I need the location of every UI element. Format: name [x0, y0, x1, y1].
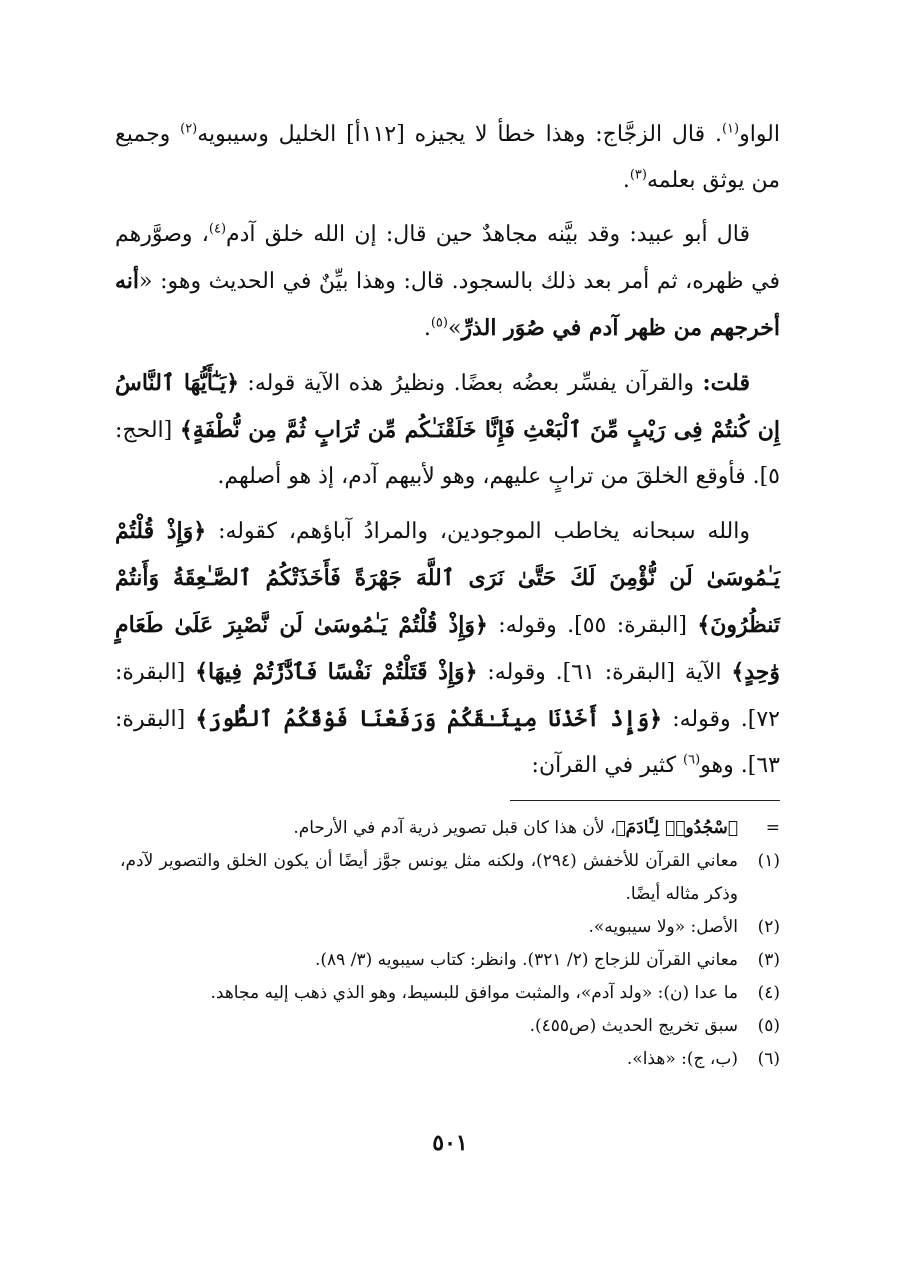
paragraph-4	[115, 508, 780, 789]
text-span: »	[447, 316, 462, 341]
hadith-quote: أنه أخرجهم من ظهر آدم في صُوَر الذرِّ	[115, 268, 780, 341]
footnote-2	[120, 911, 780, 944]
footnote-4	[120, 977, 780, 1010]
footnote-number: (٢)	[757, 917, 780, 937]
footnote-number: (١)	[757, 851, 780, 871]
text-span: وجميع من يوثق بعلمه	[115, 122, 780, 193]
text-span: قال أبو عبيد: وقد بيَّنه مجاهدٌ حين قال: إن الله خلق آدم	[226, 222, 750, 247]
text-span: .	[622, 168, 630, 193]
footnote-ref-1[interactable]: (١)	[721, 121, 740, 137]
text-span: والقرآن يفسِّر بعضُه بعضًا. ونظيرُ هذه الآية قوله:	[239, 371, 703, 396]
text-span: [الحج: ٥]. فأوقع الخلقَ من ترابٍ عليهم، وهو لأبيهم آدم، إذ هو أصلهم.	[115, 418, 780, 489]
quran-verse: ﴿وَإِذْ قُلْتُمْ يَـٰمُوسَىٰ لَن نَّصْبِرَ عَلَىٰ طَعَامٍ وَٰحِدٍ﴾	[115, 612, 781, 685]
footnote-3	[120, 944, 780, 977]
footnote-number: (٥)	[757, 1016, 780, 1036]
footnote-text: الأصل: «ولا سيبويه».	[588, 917, 738, 937]
paragraph-3	[115, 360, 780, 500]
footnote-number: (٤)	[757, 983, 780, 1003]
quran-verse: ﴿وَإِذْ قَتَلْتُمْ نَفْسًا فَٱدَّٰرَٰٔتُمْ فِيهَا﴾	[195, 659, 478, 685]
main-text	[115, 112, 780, 797]
lead-word: قلت:	[702, 370, 750, 396]
text-span: ، لأن هذا كان قبل تصوير ذرية آدم في الأرحام.	[293, 818, 616, 838]
text-span: الآية [البقرة: ٦١]. وقوله:	[477, 660, 732, 685]
paragraph-2	[115, 212, 780, 352]
quran-verse: ٱسْجُدُوا۟ لِـَٔادَمَ﴾	[615, 818, 738, 838]
footnote-text	[120, 812, 738, 845]
footnote-text: سبق تخريج الحديث (ص٤٥٥).	[529, 1016, 738, 1036]
quran-verse: ﴿يَـٰٓأَيُّهَا ٱلنَّاسُ إِن كُنتُمْ فِى رَيْبٍ مِّنَ ٱلْبَعْثِ فَإِنَّا خَلَقْنَـٰكُم مِّن تُرَابٍ ثُمَّ مِن نُّطْفَةٍ﴾	[115, 370, 780, 443]
text-span: كثير في القرآن:	[531, 753, 684, 778]
text-span: الواو	[739, 122, 780, 147]
footnote-ref-3[interactable]: (٣)	[629, 167, 647, 183]
footnote-ref-6[interactable]: (٦)	[683, 752, 701, 768]
footnote-ref-5[interactable]: (٥)	[430, 315, 448, 331]
footnote-text: (ب، ج): «هذا».	[626, 1049, 738, 1069]
quran-verse: ﴿وَإِذْ قُلْتُمْ يَـٰمُوسَىٰ لَن نُّؤْمِنَ لَكَ حَتَّىٰ نَرَى ٱللَّهَ جَهْرَةً فَأَخَذَتْكُمُ ٱلصَّـٰعِقَةُ وَأَنتُمْ تَنظُرُونَ﴾	[115, 518, 780, 638]
footnote-number: (٦)	[757, 1049, 780, 1069]
footnote-ref-2[interactable]: (٢)	[180, 121, 198, 137]
footnote-text: معاني القرآن للأخفش (٢٩٤)، ولكنه مثل يونس جوَّز أيضًا أن يكون الخلق والتصوير لآدم، وذكر مثاله أيضًا.	[120, 851, 738, 904]
footnotes	[120, 812, 780, 1076]
footnote-text: معاني القرآن للزجاج (٢/ ٣٢١). وانظر: كتاب سيبويه (٣/ ٨٩).	[315, 950, 738, 970]
text-span: ، وصوَّرهم في ظهره، ثم أمر بعد ذلك بالسجود. قال: وهذا بيِّنٌ في الحديث وهو: «	[115, 222, 780, 294]
footnote-6	[120, 1043, 780, 1076]
text-span: والله سبحانه يخاطب الموجودين، والمرادُ آباؤهم، كقوله:	[206, 519, 750, 544]
footnote-number: =	[765, 818, 780, 838]
footnote-1	[120, 845, 780, 911]
text-span: .	[423, 316, 431, 341]
text-span: [البقرة: ٥٥]. وقوله:	[487, 613, 698, 638]
quran-verse: ﴿وَإِذْ أَخَذْنَا مِيثَـٰقَكُمْ وَرَفَعْنَا فَوْقَكُمُ ٱلطُّورَ﴾	[195, 706, 663, 732]
footnote-number: (٣)	[757, 950, 780, 970]
footnote-ref-4[interactable]: (٤)	[208, 221, 227, 237]
text-span: [البقرة: ٦٣]. وهو	[115, 707, 780, 778]
page-number: ٥٠١	[432, 1130, 468, 1156]
footnote-separator	[510, 800, 780, 801]
text-span: [البقرة: ٧٢]. وقوله:	[115, 660, 780, 732]
footnote-text: ما عدا (ن): «ولد آدم»، والمثبت موافق للبسيط، وهو الذي ذهب إليه مجاهد.	[210, 983, 738, 1003]
footnote-continuation	[120, 812, 780, 845]
footnote-5	[120, 1010, 780, 1043]
text-span: . قال الزجَّاج: وهذا خطأ لا يجيزه [١١٢أ] الخليل وسيبويه	[197, 122, 722, 147]
paragraph-1	[115, 112, 780, 204]
